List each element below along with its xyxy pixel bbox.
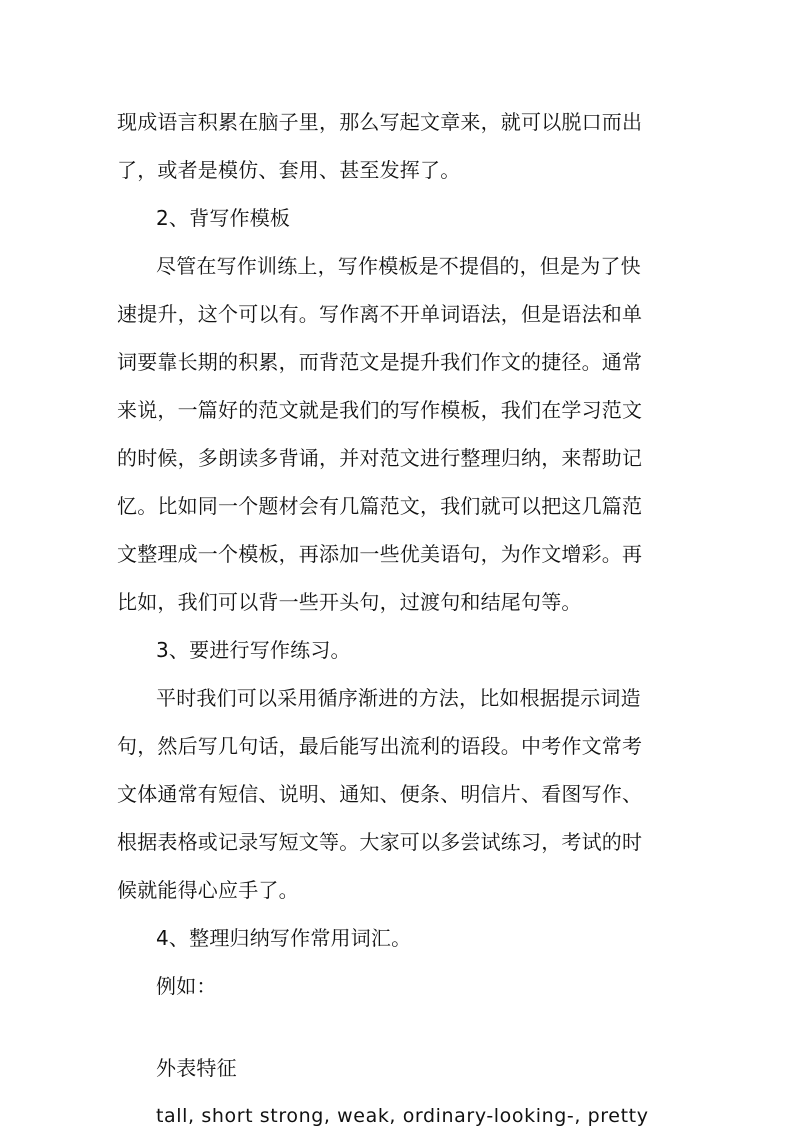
paragraph-line: 文整理成一个模板，再添加一些优美语句，为作文增彩。再: [117, 542, 643, 566]
paragraph-line: 候就能得心应手了。: [117, 878, 299, 902]
section-heading-3: 3、要进行写作练习。: [156, 638, 351, 662]
paragraph-line: 忆。比如同一个题材会有几篇范文，我们就可以把这几篇范: [117, 494, 643, 518]
paragraph-line: 文体通常有短信、说明、通知、便条、明信片、看图写作、: [117, 782, 643, 806]
paragraph-line: 平时我们可以采用循序渐进的方法，比如根据提示词造: [156, 686, 641, 710]
blank-space: [117, 1010, 677, 1044]
paragraph-line: 现成语言积累在脑子里，那么写起文章来，就可以脱口而出: [117, 110, 643, 134]
paragraph-line: 根据表格或记录写短文等。大家可以多尝试练习，考试的时: [117, 830, 643, 854]
paragraph-line: 了，或者是模仿、套用、甚至发挥了。: [117, 158, 461, 182]
paragraph-line: 来说，一篇好的范文就是我们的写作模板，我们在学习范文: [117, 398, 643, 422]
paragraph-line: 速提升，这个可以有。写作离不开单词语法，但是语法和单: [117, 302, 643, 326]
paragraph-line: 的时候，多朗读多背诵，并对范文进行整理归纳，来帮助记: [117, 446, 643, 470]
section-heading-2: 2、背写作模板: [156, 206, 291, 230]
document-body: [117, 98, 677, 1140]
example-label: 例如：: [156, 974, 217, 998]
paragraph-line: 尽管在写作训练上，写作模板是不提倡的，但是为了快: [156, 254, 641, 278]
section-heading-4: 4、整理归纳写作常用词汇。: [156, 926, 412, 950]
vocab-title: 外表特征: [156, 1056, 237, 1080]
vocab-words: tall, short strong, weak, ordinary-looking-, pretty: [156, 1105, 649, 1127]
paragraph-line: 比如，我们可以背一些开头句，过渡句和结尾句等。: [117, 590, 582, 614]
paragraph-line: 句，然后写几句话，最后能写出流利的语段。中考作文常考: [117, 734, 643, 758]
paragraph-line: 词要靠长期的积累，而背范文是提升我们作文的捷径。通常: [117, 350, 643, 374]
